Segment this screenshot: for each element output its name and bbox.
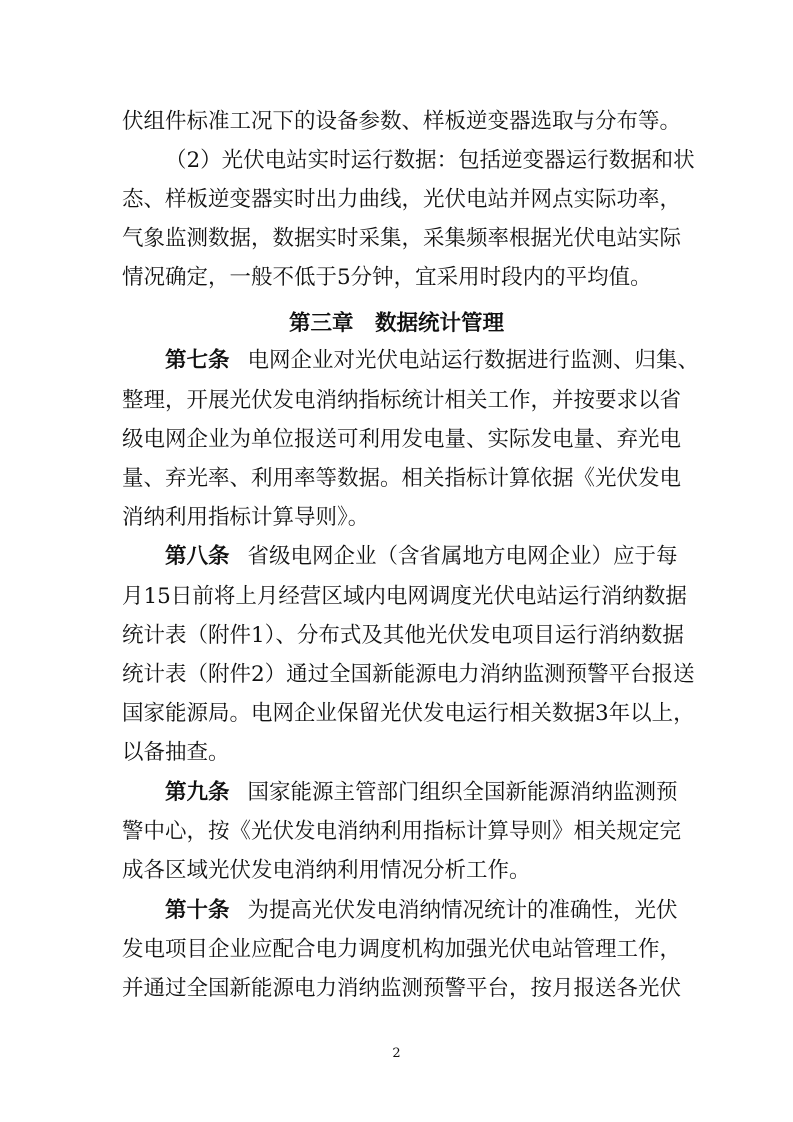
article-text: 省级电网企业（含省属地方电网企业）应于每: [247, 544, 678, 569]
paragraph-line: 国家能源局。电网企业保留光伏发电运行相关数据3年以上，: [122, 701, 695, 726]
paragraph-line: 警中心，按《光伏发电消纳利用指标计算导则》相关规定完: [122, 819, 682, 844]
paragraph-line: 态、样板逆变器实时出力曲线，光伏电站并网点实际功率，: [122, 187, 682, 212]
article-text: 国家能源主管部门组织全国新能源消纳监测预: [247, 780, 678, 805]
paragraph-line: 气象监测数据，数据实时采集，采集频率根据光伏电站实际: [122, 226, 682, 251]
paragraph-line: 量、弃光率、利用率等数据。相关指标计算依据《光伏发电: [122, 466, 682, 491]
article-label: 第七条: [165, 348, 230, 373]
article-label: 第九条: [165, 780, 230, 805]
page-number: 2: [392, 1046, 401, 1061]
paragraph-line: 统计表（附件2）通过全国新能源电力消纳监测预警平台报送: [122, 662, 695, 687]
article-first-line: [165, 896, 678, 926]
article-text: 电网企业对光伏电站运行数据进行监测、归集、: [247, 348, 700, 373]
paragraph-line: 伏组件标准工况下的设备参数、样板逆变器选取与分布等。: [122, 109, 682, 134]
paragraph-line: 成各区域光伏发电消纳利用情况分析工作。: [122, 858, 531, 883]
paragraph-line: 消纳利用指标计算导则》。: [122, 505, 370, 530]
article-label: 第八条: [165, 544, 230, 569]
article-first-line: [165, 346, 700, 376]
paragraph-line: 发电项目企业应配合电力调度机构加强光伏电站管理工作，: [122, 937, 682, 962]
paragraph-line: 统计表（附件1）、分布式及其他光伏发电项目运行消纳数据: [122, 623, 684, 648]
paragraph-line: 以备抽查。: [122, 740, 230, 765]
paragraph-line: 级电网企业为单位报送可利用发电量、实际发电量、弃光电: [122, 427, 682, 452]
article-first-line: [165, 778, 678, 808]
chapter-title: 第三章 数据统计管理: [288, 311, 504, 336]
paragraph-line: 整理，开展光伏发电消纳指标统计相关工作，并按要求以省: [122, 388, 682, 413]
paragraph-line: （2）光伏电站实时运行数据：包括逆变器运行数据和状: [165, 148, 695, 173]
paragraph-line: 并通过全国新能源电力消纳监测预警平台，按月报送各光伏: [122, 976, 682, 1001]
paragraph-line: 月15日前将上月经营区域内电网调度光伏电站运行消纳数据: [122, 584, 687, 609]
paragraph-line: 情况确定，一般不低于5分钟，宜采用时段内的平均值。: [122, 265, 652, 290]
article-first-line: [165, 542, 678, 572]
article-text: 为提高光伏发电消纳情况统计的准确性，光伏: [247, 898, 678, 923]
article-label: 第十条: [165, 898, 230, 923]
